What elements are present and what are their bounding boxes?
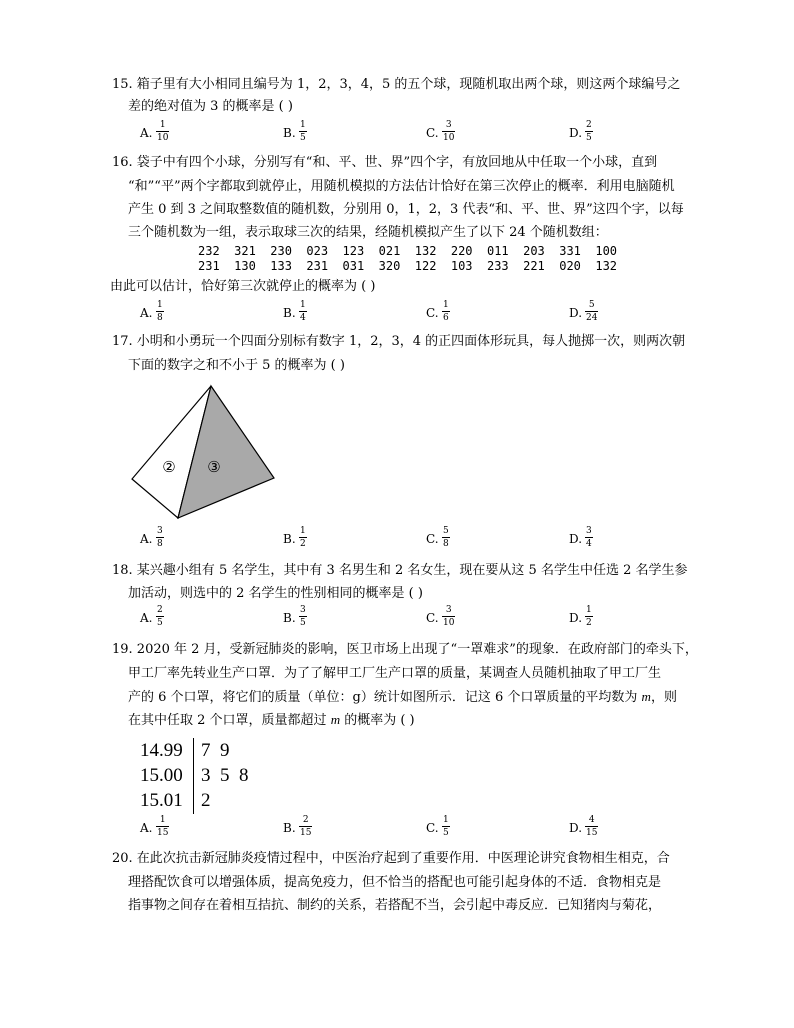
q16-stem-line-5: 由此可以估计，恰好第三次就停止的概率为 ( ): [110, 279, 376, 294]
stem-value: 15.00: [140, 765, 183, 786]
face-label-3: ③: [207, 458, 221, 476]
q19-stem-line-1: 19. 2020 年 2 月，受新冠肺炎的影响，医卫市场上出现了“一罩难求”的现象．在政府部门的牵头下，: [112, 642, 698, 657]
q20-stem-line-2: 理搭配饮食可以增强体质，提高免疫力，但不恰当的搭配也可能引起身体的不适．食物相克是: [128, 875, 662, 890]
q19-stem-line-3: 产的 6 个口罩，将它们的质量（单位：g）统计如图所示．记这 6 个口罩质量的平均数为 m，则: [128, 689, 677, 705]
q18-stem-line-1: 18. 某兴趣小组有 5 名学生，其中有 3 名男生和 2 名女生，现在要从这 5 名学生中任选 2 名学生参: [112, 563, 688, 578]
q18-stem-line-2: 加活动，则选中的 2 名学生的性别相同的概率是 ( ): [128, 586, 423, 601]
variable-m: m: [641, 689, 651, 704]
random-number-row-2: 231 130 133 231 031 320 122 103 233 221 020 132: [198, 259, 618, 273]
q20-stem-line-1: 20. 在此次抗击新冠肺炎疫情过程中，中医治疗起到了重要作用．中医理论讲究食物相生相克，合: [112, 851, 670, 866]
tetrahedron-diagram: [125, 383, 285, 523]
q16-stem-line-1: 16. 袋子中有四个小球，分别写有“和、平、世、界”四个字，有放回地从中任取一个小球，直到: [112, 155, 658, 170]
q17-stem-line-1: 17. 小明和小勇玩一个四面分别标有数字 1，2，3，4 的正四面体形玩具，每人抛掷一次，则两次朝: [112, 334, 686, 349]
q19-stem-line-4: 在其中任取 2 个口罩，质量都超过 m 的概率为 ( ): [128, 712, 415, 728]
leaf-values: 3 5 8: [201, 765, 249, 786]
variable-m: m: [330, 712, 341, 727]
q17-stem-line-2: 下面的数字之和不小于 5 的概率为 ( ): [128, 358, 345, 373]
q16-stem-line-3: 产生 0 到 3 之间取整数值的随机数，分别用 0，1，2，3 代表“和、平、世、界”这四个字，以每: [128, 202, 684, 217]
face-label-2: ②: [162, 458, 176, 476]
q20-stem-line-3: 指事物之间存在着相互拮抗、制约的关系，若搭配不当，会引起中毒反应．已知猪肉与菊花，: [128, 898, 662, 913]
stem-leaf-divider: [193, 738, 194, 814]
q19-stem-line-2: 甲工厂率先转业生产口罩．为了了解甲工厂生产口罩的质量，某调查人员随机抽取了甲工厂生: [128, 666, 662, 681]
leaf-values: 7 9: [201, 740, 230, 761]
stem-value: 14.99: [140, 740, 183, 761]
q15-stem-line-2: 差的绝对值为 3 的概率是 ( ): [128, 99, 293, 114]
stem-value: 15.01: [140, 790, 183, 811]
q15-stem-line-1: 15. 箱子里有大小相同且编号为 1，2，3，4，5 的五个球，现随机取出两个球，则这两个球编号之: [112, 77, 681, 92]
q16-stem-line-2: “和”“平”两个字都取到就停止，用随机模拟的方法估计恰好在第三次停止的概率．利用电脑随机: [128, 179, 675, 194]
q16-stem-line-4: 三个随机数为一组，表示取球三次的结果，经随机模拟产生了以下 24 个随机数组：: [128, 225, 608, 240]
leaf-values: 2: [201, 790, 211, 811]
random-number-row-1: 232 321 230 023 123 021 132 220 011 203 331 100: [198, 244, 618, 258]
